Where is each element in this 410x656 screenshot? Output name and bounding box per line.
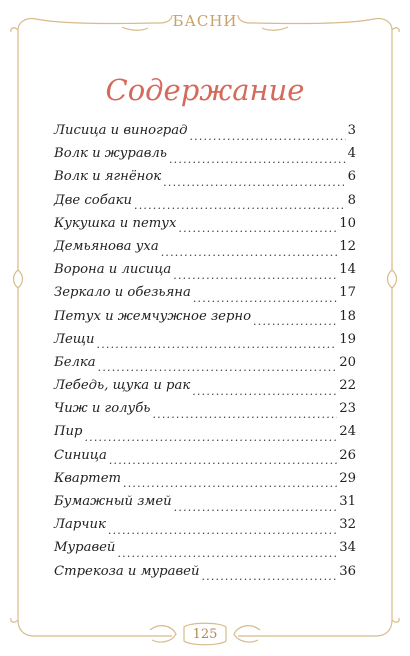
toc-entry-page: 26 xyxy=(339,447,356,463)
toc-leader-dots xyxy=(173,269,337,279)
toc-entry[interactable] xyxy=(54,262,356,285)
toc-leader-dots xyxy=(193,292,337,302)
toc-leader-dots xyxy=(117,547,337,557)
toc-leader-dots xyxy=(161,246,338,256)
toc-leader-dots xyxy=(98,361,338,371)
toc-entry[interactable] xyxy=(54,564,356,587)
toc-entry[interactable] xyxy=(54,517,356,540)
toc-entry-page: 22 xyxy=(339,378,356,394)
toc-entry-title: Пир xyxy=(54,424,83,440)
toc-entry-page: 24 xyxy=(339,424,356,440)
toc-entry[interactable] xyxy=(54,378,356,401)
page-number: 125 xyxy=(192,627,218,642)
toc-entry-title: Демьянова уха xyxy=(54,238,159,254)
toc-leader-dots xyxy=(201,570,337,580)
toc-entry-page: 31 xyxy=(339,494,356,509)
toc-entry-title: Ларчик xyxy=(54,517,106,533)
toc-entry-title: Петух и жемчужное зерно xyxy=(54,308,252,324)
toc-entry-title: Кукушка и петух xyxy=(54,215,177,231)
toc-entry-page: 34 xyxy=(339,540,356,556)
toc-entry-page: 20 xyxy=(339,354,356,370)
toc-entry-title: Волк и журавль xyxy=(54,146,167,162)
toc-entry-page: 10 xyxy=(339,215,356,231)
toc-entry-page: 19 xyxy=(339,331,356,347)
toc-entry-title: Ворона и лисица xyxy=(54,262,172,278)
toc-entry-page: 17 xyxy=(339,285,356,301)
toc-leader-dots xyxy=(178,222,337,232)
toc-entry-title: Лисица и виноград xyxy=(54,123,188,138)
toc-entry[interactable] xyxy=(54,146,356,169)
toc-entry[interactable] xyxy=(54,401,356,424)
toc-entry[interactable] xyxy=(54,239,356,262)
toc-leader-dots xyxy=(163,176,345,186)
toc-entry[interactable] xyxy=(54,309,356,332)
toc-leader-dots xyxy=(169,153,346,163)
toc-entry[interactable] xyxy=(54,169,356,192)
toc-leader-dots xyxy=(253,315,337,325)
toc-entry-title: Стрекоза и муравей xyxy=(54,563,200,579)
toc-entry[interactable] xyxy=(54,285,356,308)
toc-entry-page: 23 xyxy=(339,401,356,417)
toc-leader-dots xyxy=(134,199,346,209)
toc-leader-dots xyxy=(192,385,337,395)
toc-entry[interactable] xyxy=(54,494,356,517)
toc-leader-dots xyxy=(109,454,337,464)
toc-entry[interactable] xyxy=(54,193,356,216)
toc-leader-dots xyxy=(152,408,337,418)
toc-entry-title: Лещи xyxy=(54,331,95,347)
page-title: Содержание xyxy=(105,73,305,107)
toc-entry[interactable] xyxy=(54,540,356,563)
toc-entry-title: Бумажный змей xyxy=(54,494,172,509)
toc-entry-page: 4 xyxy=(347,146,356,162)
toc-leader-dots xyxy=(189,130,345,140)
toc-entry-title: Лебедь, щука и рак xyxy=(54,378,191,394)
toc-entry-page: 6 xyxy=(347,169,356,185)
section-title: БАСНИ xyxy=(172,12,238,30)
toc-entry-page: 3 xyxy=(347,123,356,138)
toc-entry-title: Волк и ягнёнок xyxy=(54,169,162,185)
toc-leader-dots xyxy=(174,501,338,511)
toc-entry-title: Синица xyxy=(54,447,107,463)
toc-entry-page: 18 xyxy=(339,308,356,324)
toc-entry-title: Муравей xyxy=(54,540,116,556)
toc-entry-title: Квартет xyxy=(54,470,121,486)
toc-entry[interactable] xyxy=(54,471,356,494)
toc-entry[interactable] xyxy=(54,424,356,447)
toc-entry[interactable] xyxy=(54,123,356,146)
toc-entry-title: Чиж и голубь xyxy=(54,401,151,417)
toc-entry[interactable] xyxy=(54,332,356,355)
toc-leader-dots xyxy=(123,477,337,487)
table-of-contents xyxy=(54,123,356,587)
toc-entry-page: 32 xyxy=(339,517,356,533)
toc-entry[interactable] xyxy=(54,216,356,239)
toc-entry-title: Две собаки xyxy=(54,192,132,208)
toc-entry-title: Зеркало и обезьяна xyxy=(54,285,191,301)
toc-entry[interactable] xyxy=(54,355,356,378)
toc-leader-dots xyxy=(108,524,337,534)
toc-leader-dots xyxy=(84,431,337,441)
toc-entry-title: Белка xyxy=(54,354,96,370)
toc-entry-page: 12 xyxy=(339,238,356,254)
toc-entry-page: 14 xyxy=(339,262,356,278)
toc-entry[interactable] xyxy=(54,448,356,471)
toc-entry-page: 36 xyxy=(339,563,356,579)
toc-entry-page: 8 xyxy=(347,192,356,208)
toc-leader-dots xyxy=(97,338,338,348)
toc-entry-page: 29 xyxy=(339,470,356,486)
